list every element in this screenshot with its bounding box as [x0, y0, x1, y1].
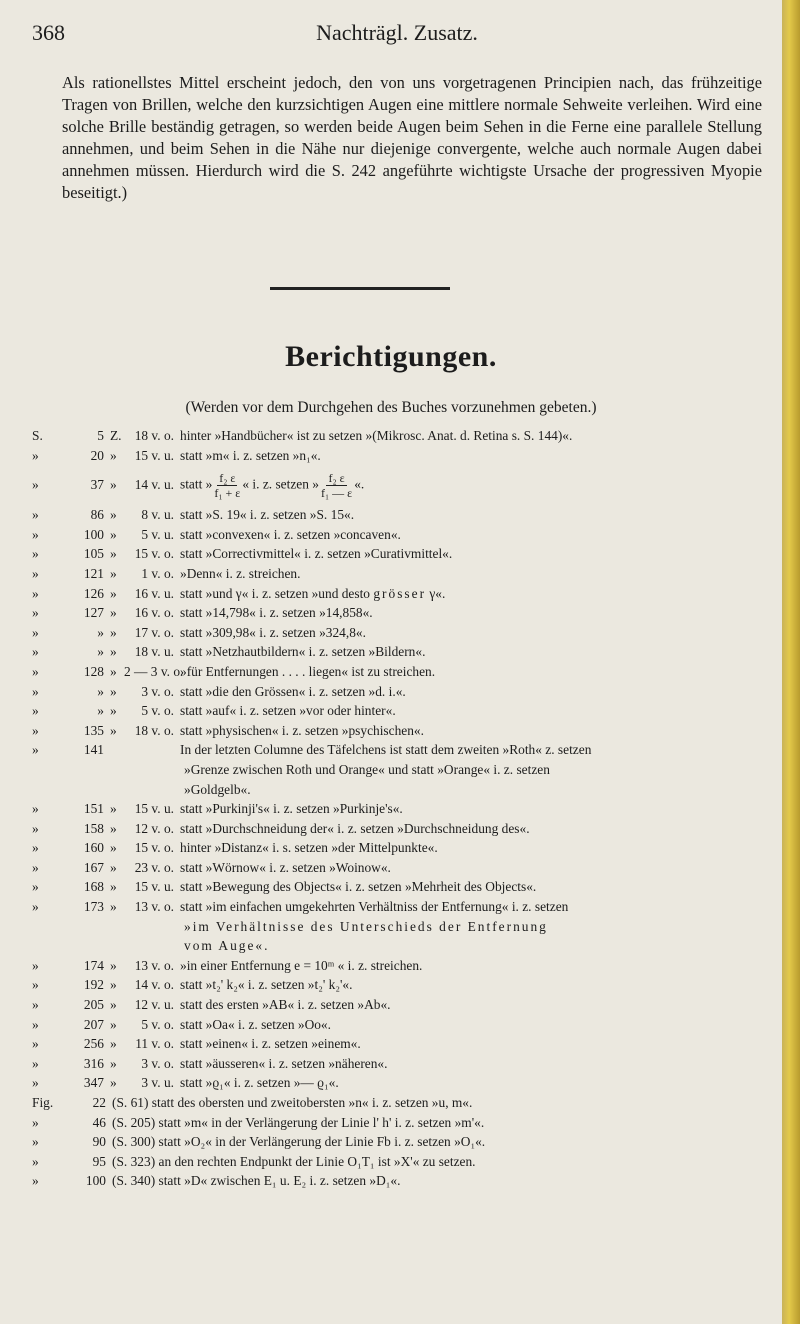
correction-text: statt »einen« i. z. setzen »einem«. — [180, 1036, 361, 1052]
correction-row — [32, 701, 772, 721]
correction-prefix: » — [32, 683, 39, 699]
correction-z: » — [110, 585, 117, 601]
figure-number: 22 — [92, 1095, 106, 1110]
correction-line: 18 v. o. — [134, 428, 174, 443]
correction-page: 256 — [83, 1036, 104, 1052]
figure-number: 95 — [92, 1153, 106, 1169]
correction-line: 12 v. o. — [134, 820, 174, 836]
correction-z — [110, 740, 124, 760]
correction-z: » — [110, 546, 117, 562]
correction-line: 18 v. o. — [134, 722, 174, 738]
correction-line: 18 v. u. — [134, 644, 174, 660]
correction-row — [32, 544, 772, 564]
correction-line — [124, 740, 180, 760]
correction-z: » — [110, 447, 117, 463]
correction-page: 126 — [83, 585, 104, 601]
fraction — [321, 471, 352, 500]
correction-z: » — [110, 879, 117, 895]
correction-z: » — [110, 801, 117, 817]
fraction-denominator: f₁ — ε — [320, 485, 353, 500]
correction-z: » — [110, 859, 117, 875]
correction-line: 3 v. o. — [141, 683, 174, 699]
correction-page: 347 — [83, 1075, 104, 1091]
correction-z: » — [110, 840, 117, 856]
fraction-denominator: f₁ + ε — [214, 485, 241, 500]
correction-text: statt »Purkinji's« i. z. setzen »Purkinje's«. — [180, 801, 403, 817]
correction-text: »in einer Entfernung e = 10ᵐ « i. z. streichen. — [180, 957, 423, 973]
correction-z: » — [110, 644, 117, 660]
correction-page: » — [97, 644, 104, 660]
correction-page: 207 — [83, 1016, 104, 1032]
correction-continuation: »im Verhältnisse des Unterschieds der Entfernung — [184, 918, 548, 934]
correction-row — [32, 975, 772, 995]
correction-prefix: » — [32, 624, 39, 640]
correction-row — [32, 740, 772, 760]
figure-correction-row — [32, 1132, 772, 1152]
correction-text: statt » $\frac{\text{f₂ ε}}{\text{f₁ + ε}}$ « i. z. setzen » $\frac{\text{f₂ ε}}{\text{f₁ — ε}}$ «. — [180, 470, 365, 500]
correction-z: » — [110, 1055, 117, 1071]
correction-line: 2 — 3 v. o. — [124, 663, 184, 679]
correction-line: 15 v. u. — [134, 447, 174, 463]
correction-text: statt »309,98« i. z. setzen »324,8«. — [180, 624, 366, 640]
figure-correction-row — [32, 1093, 772, 1113]
figure-label: » — [32, 1114, 39, 1130]
correction-row — [32, 819, 772, 839]
correction-text: statt »Wörnow« i. z. setzen »Woinow«. — [180, 859, 391, 875]
correction-z: » — [110, 703, 117, 719]
figure-number: 100 — [85, 1173, 106, 1189]
correction-page: 316 — [83, 1055, 104, 1071]
correction-prefix: » — [32, 879, 39, 895]
correction-z: » — [110, 722, 117, 738]
correction-line: 23 v. o. — [134, 859, 174, 875]
correction-text: statt »m« i. z. setzen »n₁«. — [180, 447, 321, 463]
correction-text: statt »und γ« i. z. setzen »und desto grösser γ«. — [180, 585, 446, 601]
figure-label: » — [32, 1153, 39, 1169]
correction-line: 14 v. o. — [134, 977, 174, 993]
correction-line: 5 v. o. — [141, 703, 174, 719]
correction-text: statt »14,798« i. z. setzen »14,858«. — [180, 605, 373, 621]
correction-z: » — [110, 526, 117, 542]
figure-label: » — [32, 1134, 39, 1150]
correction-prefix: S. — [32, 428, 43, 443]
correction-text: statt des ersten »AB« i. z. setzen »Ab«. — [180, 997, 391, 1013]
correction-prefix: » — [32, 957, 39, 973]
correction-text: statt »im einfachen umgekehrten Verhältniss der Entfernung« i. z. setzen — [180, 899, 569, 915]
correction-page: 105 — [83, 546, 104, 562]
correction-text: In der letzten Columne des Täfelchens ist statt dem zweiten »Roth« z. setzen — [180, 742, 592, 758]
correction-row — [32, 1054, 772, 1074]
correction-row — [32, 564, 772, 584]
correction-z: » — [110, 565, 117, 581]
correction-page: 173 — [83, 899, 104, 915]
figure-number: 90 — [92, 1134, 106, 1150]
correction-prefix: » — [32, 722, 39, 738]
correction-z: » — [110, 477, 117, 493]
correction-text: statt »die den Grössen« i. z. setzen »d. i.«. — [180, 683, 406, 699]
correction-line: 8 v. u. — [141, 507, 174, 523]
correction-z: » — [110, 1075, 117, 1091]
correction-text: hinter »Distanz« i. s. setzen »der Mittelpunkte«. — [180, 840, 438, 856]
correction-prefix: » — [32, 1075, 39, 1091]
correction-row — [32, 662, 772, 682]
correction-text: statt »Bewegung des Objects« i. z. setzen »Mehrheit des Objects«. — [180, 879, 537, 895]
correction-prefix: » — [32, 977, 39, 993]
correction-prefix: » — [32, 820, 39, 836]
running-title: Nachträgl. Zusatz. — [316, 20, 478, 45]
correction-row — [32, 682, 772, 702]
correction-page: 205 — [83, 997, 104, 1013]
fraction-numerator: f₂ ε — [219, 470, 236, 485]
correction-row — [32, 877, 772, 897]
correction-line: 3 v. u. — [141, 1075, 174, 1091]
correction-z: » — [110, 663, 117, 679]
correction-page: 192 — [83, 977, 104, 993]
correction-row — [32, 446, 772, 466]
correction-continuation: »Goldgelb«. — [184, 781, 251, 797]
correction-prefix: » — [32, 565, 39, 581]
figure-correction-text: (S. 205) statt »m« in der Verlängerung der Linie l' h' i. z. setzen »m'«. — [112, 1114, 485, 1130]
correction-z: » — [110, 1016, 117, 1032]
correction-row — [32, 465, 772, 505]
fraction-numerator: f₂ ε — [328, 470, 345, 485]
correction-text: statt »auf« i. z. setzen »vor oder hinter«. — [180, 703, 396, 719]
figure-correction-row — [32, 1113, 772, 1133]
correction-line: 5 v. u. — [141, 526, 174, 542]
correction-z: Z. — [110, 428, 122, 443]
correction-text: statt »Correctivmittel« i. z. setzen »Curativmittel«. — [180, 546, 453, 562]
correction-line: 15 v. u. — [134, 801, 174, 817]
correction-row — [32, 1034, 772, 1054]
figure-number: 46 — [92, 1114, 106, 1130]
correction-page: 100 — [83, 526, 104, 542]
section-subtitle: (Werden vor dem Durchgehen des Buches vorzunehmen gebeten.) — [185, 399, 597, 416]
correction-row — [32, 623, 772, 643]
correction-page: 174 — [83, 957, 104, 973]
correction-prefix: » — [32, 703, 39, 719]
correction-page: 37 — [90, 477, 104, 493]
correction-page: 128 — [83, 663, 104, 679]
correction-z: » — [110, 899, 117, 915]
figure-correction-text: (S. 323) an den rechten Endpunkt der Linie O₁T₁ ist »X'« zu setzen. — [112, 1153, 476, 1169]
correction-prefix: » — [32, 997, 39, 1013]
correction-line: 14 v. u. — [134, 477, 174, 493]
correction-prefix: » — [32, 742, 39, 758]
correction-text: statt »ϱ₁« i. z. setzen »— ϱ₁«. — [180, 1075, 339, 1091]
correction-prefix: » — [32, 801, 39, 817]
fraction — [214, 471, 240, 500]
figure-correction-row — [32, 1152, 772, 1172]
correction-page: 167 — [83, 859, 104, 875]
correction-line: 11 v. o. — [135, 1036, 174, 1052]
correction-page: 168 — [83, 879, 104, 895]
correction-continuation: vom Auge«. — [184, 938, 270, 954]
correction-text: statt »physischen« i. z. setzen »psychischen«. — [180, 722, 424, 738]
correction-text: statt »Netzhautbildern« i. z. setzen »Bildern«. — [180, 644, 426, 660]
figure-correction-text: (S. 61) statt des obersten und zweitobersten »n« i. z. setzen »u, m«. — [112, 1095, 473, 1110]
correction-page: 86 — [90, 507, 104, 523]
correction-z: » — [110, 957, 117, 973]
correction-page: » — [97, 624, 104, 640]
correction-prefix: » — [32, 859, 39, 875]
corrections-list — [32, 426, 772, 1191]
correction-text: »für Entfernungen . . . . liegen« ist zu streichen. — [180, 663, 436, 679]
correction-page: » — [97, 703, 104, 719]
correction-row — [32, 956, 772, 976]
correction-prefix: » — [32, 663, 39, 679]
correction-text: statt »Durchschneidung der« i. z. setzen »Durchschneidung des«. — [180, 820, 530, 836]
correction-prefix: » — [32, 1036, 39, 1052]
correction-page: 158 — [83, 820, 104, 836]
figure-label: » — [32, 1173, 39, 1189]
correction-page: 135 — [83, 722, 104, 738]
spaced-emphasis: grösser — [373, 585, 427, 601]
figure-correction-text: (S. 300) statt »O₂« in der Verlängerung der Linie Fb i. z. setzen »O₁«. — [112, 1134, 486, 1150]
correction-prefix: » — [32, 477, 39, 493]
correction-row — [32, 603, 772, 623]
correction-row — [32, 838, 772, 858]
correction-text: statt »Oa« i. z. setzen »Oo«. — [180, 1016, 331, 1032]
correction-page: 141 — [83, 742, 104, 758]
correction-prefix: » — [32, 899, 39, 915]
correction-row — [32, 426, 772, 446]
correction-prefix: » — [32, 585, 39, 601]
correction-row — [32, 505, 772, 525]
correction-z: » — [110, 820, 117, 836]
correction-row — [32, 1073, 772, 1093]
correction-text: »Denn« i. z. streichen. — [180, 565, 301, 581]
correction-line: 13 v. o. — [134, 899, 174, 915]
correction-page: 121 — [83, 565, 104, 581]
page-edge — [782, 0, 800, 1324]
page-number: 368 — [32, 20, 65, 45]
page-header — [32, 20, 762, 54]
correction-row — [32, 642, 772, 662]
correction-text: statt »convexen« i. z. setzen »concaven«. — [180, 526, 401, 542]
correction-line: 16 v. o. — [134, 605, 174, 621]
correction-row — [32, 858, 772, 878]
correction-text: statt »S. 19« i. z. setzen »S. 15«. — [180, 507, 355, 523]
section-title: Berichtigungen. — [285, 340, 497, 373]
correction-text: hinter »Handbücher« ist zu setzen »(Mikrosc. Anat. d. Retina s. S. 144)«. — [180, 428, 573, 443]
correction-page: » — [97, 683, 104, 699]
correction-prefix: » — [32, 644, 39, 660]
correction-prefix: » — [32, 507, 39, 523]
figure-correction-row — [32, 1171, 772, 1191]
correction-line: 5 v. o. — [141, 1016, 174, 1032]
correction-row — [32, 799, 772, 819]
correction-line: 13 v. o. — [134, 957, 174, 973]
correction-z: » — [110, 997, 117, 1013]
correction-row — [32, 897, 772, 917]
correction-z: » — [110, 1036, 117, 1052]
correction-line: 15 v. o. — [134, 840, 174, 856]
correction-text: statt »äusseren« i. z. setzen »näheren«. — [180, 1055, 388, 1071]
correction-row — [32, 1015, 772, 1035]
correction-prefix: » — [32, 526, 39, 542]
section-divider — [270, 287, 450, 290]
figure-label: Fig. — [32, 1095, 54, 1110]
intro-paragraph: Als rationellstes Mittel erscheint jedoch, den von uns vorgetragenen Principien nach, das frühzeitige Tragen von Brillen, welche den kurzsichtigen Augen eine mittlere normale Sehweite verleihen. Wird eine solche Brille beständig getragen, so werden beide Augen beim Sehen in die Ferne eine parallele Stellung annehmen, und beim Sehen in die Nähe nur diejenige convergente, welche auch normale Augen dabei annehmen müssen. Hierdurch wird die S. 242 angeführte wichtigste Ursache der progressiven Myopie beseitigt.) — [62, 73, 762, 202]
correction-z: » — [110, 683, 117, 699]
correction-page: 127 — [83, 605, 104, 621]
correction-line: 12 v. u. — [134, 997, 174, 1013]
correction-prefix: » — [32, 1016, 39, 1032]
correction-row — [32, 995, 772, 1015]
correction-line: 15 v. o. — [134, 546, 174, 562]
correction-prefix: » — [32, 546, 39, 562]
correction-z: » — [110, 977, 117, 993]
correction-text: statt »t₂' k₂« i. z. setzen »t₂' k₂'«. — [180, 977, 353, 993]
correction-line: 1 v. o. — [141, 565, 174, 581]
correction-prefix: » — [32, 605, 39, 621]
correction-prefix: » — [32, 1055, 39, 1071]
figure-correction-text: (S. 340) statt »D« zwischen E₁ u. E₂ i. z. setzen »D₁«. — [112, 1173, 401, 1189]
correction-prefix: » — [32, 447, 39, 463]
correction-row — [32, 584, 772, 604]
correction-row — [32, 721, 772, 741]
correction-z: » — [110, 605, 117, 621]
correction-line: 3 v. o. — [141, 1055, 174, 1071]
correction-prefix: » — [32, 840, 39, 856]
correction-continuation: »Grenze zwischen Roth und Orange« und statt »Orange« i. z. setzen — [184, 761, 550, 777]
correction-line: 17 v. o. — [134, 624, 174, 640]
correction-page: 151 — [83, 801, 104, 817]
correction-row — [32, 525, 772, 545]
correction-page: 20 — [90, 447, 104, 463]
correction-z: » — [110, 507, 117, 523]
correction-page: 5 — [97, 428, 104, 443]
correction-line: 15 v. u. — [134, 879, 174, 895]
correction-z: » — [110, 624, 117, 640]
correction-line: 16 v. u. — [134, 585, 174, 601]
correction-page: 160 — [83, 840, 104, 856]
